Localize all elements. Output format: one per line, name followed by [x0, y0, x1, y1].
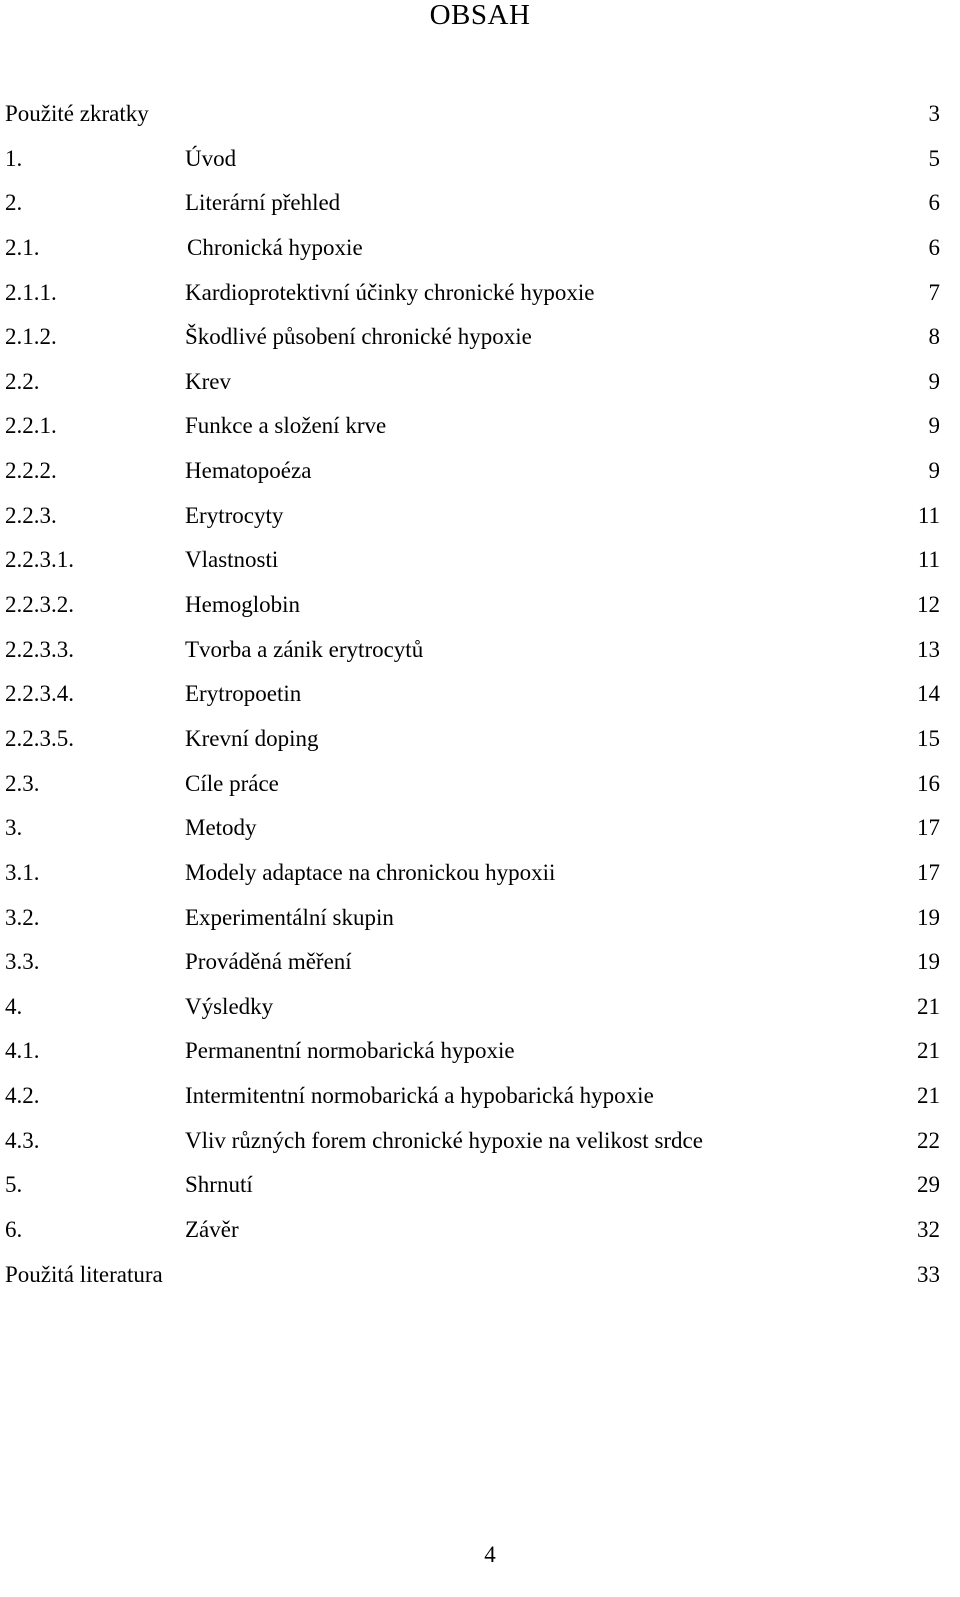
toc-entry-number: 5. — [5, 1172, 23, 1198]
toc-entry-page: 17 — [917, 859, 940, 885]
toc-entry-number: 1. — [5, 145, 23, 171]
toc-entry-title: Shrnutí — [185, 1172, 253, 1198]
toc-entry-page: 6 — [928, 234, 940, 260]
toc-entry-page: 14 — [917, 681, 940, 707]
toc-entry-4-3[interactable] — [0, 1119, 960, 1164]
toc-entry-2-3[interactable] — [0, 762, 960, 807]
toc-entry-title: Intermitentní normobarická a hypobarická hypoxie — [185, 1083, 654, 1109]
toc-entry-page: 22 — [917, 1127, 940, 1153]
toc-entry-label: Použité zkratky — [5, 101, 149, 126]
toc-entry-2-2-2[interactable] — [0, 449, 960, 494]
toc-entry-4-1[interactable] — [0, 1029, 960, 1074]
toc-entry-6[interactable] — [0, 1208, 960, 1253]
toc-entry-page: 9 — [928, 368, 940, 394]
toc-entry-page: 19 — [917, 949, 940, 975]
toc-entry-2-2-3-2[interactable] — [0, 583, 960, 628]
toc-entry-number: 2.1.2. — [5, 324, 57, 350]
toc-entry-4-2[interactable] — [0, 1074, 960, 1119]
toc-entry-number: 6. — [5, 1217, 23, 1243]
toc-entry-page: 11 — [917, 502, 940, 528]
toc-entry-2-2-1[interactable] — [0, 404, 960, 449]
toc-entry-label: Použitá literatura — [5, 1261, 163, 1287]
toc-entry-number: 4.2. — [5, 1083, 40, 1109]
toc-entry-title: Metody — [185, 815, 257, 841]
toc-entry-3[interactable] — [0, 806, 960, 851]
toc-entry-number: 2.2. — [5, 368, 40, 394]
toc-entry-title: Funkce a složení krve — [185, 413, 387, 439]
toc-entry-page: 5 — [928, 145, 940, 171]
toc-entry-page: 11 — [917, 547, 940, 573]
toc-entry-title: Literární přehled — [185, 190, 341, 216]
toc-entry-page: 9 — [928, 458, 940, 484]
toc-entry-3-1[interactable] — [0, 851, 960, 896]
toc-entry-number: 3.1. — [5, 859, 40, 885]
toc-entry-2-2-3-3[interactable] — [0, 628, 960, 673]
toc-entry-number: 2.2.1. — [5, 413, 57, 439]
toc-entry-page: 19 — [917, 904, 940, 930]
toc-entry-number: 2.3. — [5, 770, 40, 796]
toc-entry-2-2[interactable] — [0, 360, 960, 405]
toc-entry-3-2[interactable] — [0, 896, 960, 941]
toc-entry-1[interactable] — [0, 137, 960, 182]
toc-entry-2-2-3-1[interactable] — [0, 538, 960, 583]
toc-entry-title: Modely adaptace na chronickou hypoxii — [185, 859, 556, 885]
toc-entry-4[interactable] — [0, 985, 960, 1030]
toc-entry-page: 3 — [928, 101, 940, 126]
toc-entry-number: 2.2.3.5. — [5, 725, 74, 751]
toc-entry-title: Krev — [185, 368, 231, 394]
toc-entry-2-1-1[interactable] — [0, 271, 960, 316]
toc-entry-number: 2.2.3.3. — [5, 636, 74, 662]
toc-entry-number: 2.1. — [5, 234, 40, 260]
toc-entry-title: Tvorba a zánik erytrocytů — [185, 636, 424, 662]
toc-entry-page: 21 — [917, 993, 940, 1019]
toc-entry-page: 13 — [917, 636, 940, 662]
toc-entry-number: 3.2. — [5, 904, 40, 930]
toc-entry-title: Cíle práce — [185, 770, 279, 796]
toc-entry-number: 2. — [5, 190, 23, 216]
toc-entry-title: Krevní doping — [185, 725, 319, 751]
toc-entry-references[interactable] — [0, 1253, 960, 1298]
table-of-contents — [0, 92, 960, 1297]
toc-entry-page: 32 — [917, 1217, 940, 1243]
toc-entry-2-1-2[interactable] — [0, 315, 960, 360]
toc-entry-title: Hematopoéza — [185, 458, 312, 484]
toc-entry-title: Závěr — [185, 1217, 239, 1243]
toc-entry-title: Erytrocyty — [185, 502, 284, 528]
toc-entry-title: Prováděná měření — [185, 949, 352, 975]
toc-entry-page: 12 — [917, 592, 940, 618]
toc-entry-page: 9 — [928, 413, 940, 439]
toc-entry-number: 2.2.3.2. — [5, 592, 74, 618]
toc-entry-title: Erytropoetin — [185, 681, 302, 707]
toc-entry-number: 3.3. — [5, 949, 40, 975]
toc-entry-page: 33 — [917, 1261, 940, 1287]
toc-entry-2-2-3[interactable] — [0, 494, 960, 539]
toc-entry-title: Experimentální skupin — [185, 904, 394, 930]
toc-entry-page: 16 — [917, 770, 940, 796]
toc-entry-number: 3. — [5, 815, 23, 841]
toc-entry-number: 2.2.3.1. — [5, 547, 74, 573]
toc-entry-title: Výsledky — [185, 993, 274, 1019]
toc-entry-abbreviations[interactable] — [0, 92, 960, 137]
toc-entry-2-1[interactable] — [0, 226, 960, 271]
toc-entry-number: 4.3. — [5, 1127, 40, 1153]
toc-entry-page: 17 — [917, 815, 940, 841]
toc-entry-number: 2.2.3. — [5, 502, 57, 528]
toc-entry-title: Vlastnosti — [185, 547, 279, 573]
toc-entry-page: 21 — [917, 1083, 940, 1109]
toc-entry-2-2-3-5[interactable] — [0, 717, 960, 762]
toc-entry-page: 21 — [917, 1038, 940, 1064]
toc-entry-title: Permanentní normobarická hypoxie — [185, 1038, 515, 1064]
toc-entry-page: 6 — [928, 190, 940, 216]
toc-entry-2-2-3-4[interactable] — [0, 672, 960, 717]
toc-entry-number: 2.1.1. — [5, 279, 57, 305]
toc-entry-page: 8 — [928, 324, 940, 350]
toc-entry-number: 2.2.3.4. — [5, 681, 74, 707]
toc-entry-page: 15 — [917, 725, 940, 751]
toc-entry-title: Chronická hypoxie — [187, 234, 363, 260]
toc-entry-2[interactable] — [0, 181, 960, 226]
toc-entry-5[interactable] — [0, 1163, 960, 1208]
toc-entry-title: Hemoglobin — [185, 592, 300, 618]
toc-entry-title: Škodlivé působení chronické hypoxie — [185, 324, 532, 350]
toc-entry-title: Kardioprotektivní účinky chronické hypoxie — [185, 279, 595, 305]
toc-entry-title: Vliv různých forem chronické hypoxie na velikost srdce — [185, 1127, 703, 1153]
toc-entry-page: 29 — [917, 1172, 940, 1198]
toc-entry-3-3[interactable] — [0, 940, 960, 985]
toc-entry-title: Úvod — [185, 145, 237, 171]
toc-entry-number: 2.2.2. — [5, 458, 57, 484]
page-title: OBSAH — [429, 0, 531, 31]
toc-entry-number: 4.1. — [5, 1038, 40, 1064]
toc-entry-page: 7 — [928, 279, 940, 305]
toc-entry-number: 4. — [5, 993, 23, 1019]
page-number: 4 — [484, 1542, 496, 1567]
